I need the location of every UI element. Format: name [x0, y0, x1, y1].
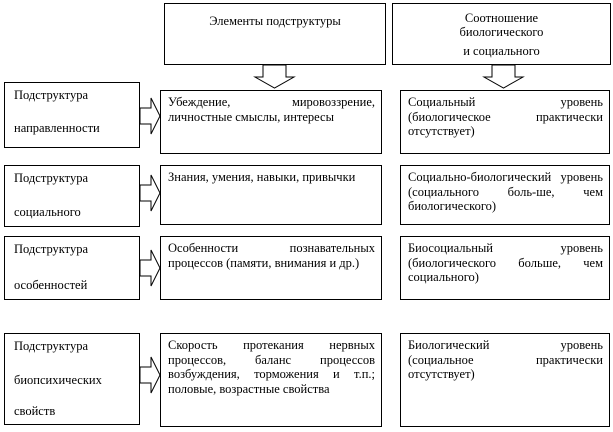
- right-arrow-row-1: [140, 98, 160, 134]
- row-2-elements: Знания, умения, навыки, привычки: [160, 165, 382, 225]
- row-label-2: [4, 165, 140, 227]
- header-ratio-line-2: биологического: [459, 25, 544, 39]
- row-label-4-line-3: свойств: [14, 404, 56, 418]
- row-label-1: [4, 82, 140, 148]
- header-ratio-line-3: и социального: [463, 44, 540, 58]
- row-label-2-line-1: Подструктура: [14, 171, 89, 185]
- right-arrow-row-4: [140, 357, 160, 393]
- row-1-ratio: Социальный уровень (биологическое практически отсутствует): [400, 90, 610, 154]
- row-3-elements: Особенности познавательных процессов (памяти, внимания и др.): [160, 236, 382, 300]
- row-label-3: [4, 236, 140, 300]
- row-4-elements: Скорость протекания нервных процессов, баланс процессов возбуждения, торможения и т.п.; половые, возрастные свойства: [160, 333, 382, 427]
- row-label-4: [4, 333, 140, 425]
- row-2-ratio: Социально-биологический уровень (социального боль-ше, чем биологического): [400, 165, 610, 225]
- row-label-3-line-2: особенностей: [14, 278, 88, 292]
- row-label-3-line-1: Подструктура: [14, 242, 89, 256]
- right-arrow-row-3: [140, 250, 160, 286]
- right-arrow-row-2: [140, 175, 160, 211]
- down-arrow-ratio: [484, 65, 523, 88]
- row-1-elements: Убеждение, мировоззрение, личностные смыслы, интересы: [160, 90, 382, 154]
- row-label-4-line-1: Подструктура: [14, 339, 89, 353]
- down-arrow-elements: [255, 65, 294, 88]
- row-label-4-line-2: биопсихических: [14, 373, 102, 387]
- row-label-1-line-1: Подструктура: [14, 88, 89, 102]
- row-label-2-line-2: социального: [14, 205, 81, 219]
- header-elements-text: Элементы подструктуры: [209, 14, 341, 28]
- row-label-1-line-2: направленности: [14, 121, 100, 135]
- row-3-ratio: Биосоциальный уровень (биологического больше, чем социального): [400, 236, 610, 300]
- row-4-ratio: Биологический уровень (социальное практически отсутствует): [400, 333, 610, 427]
- header-ratio-line-1: Соотношение: [464, 11, 539, 25]
